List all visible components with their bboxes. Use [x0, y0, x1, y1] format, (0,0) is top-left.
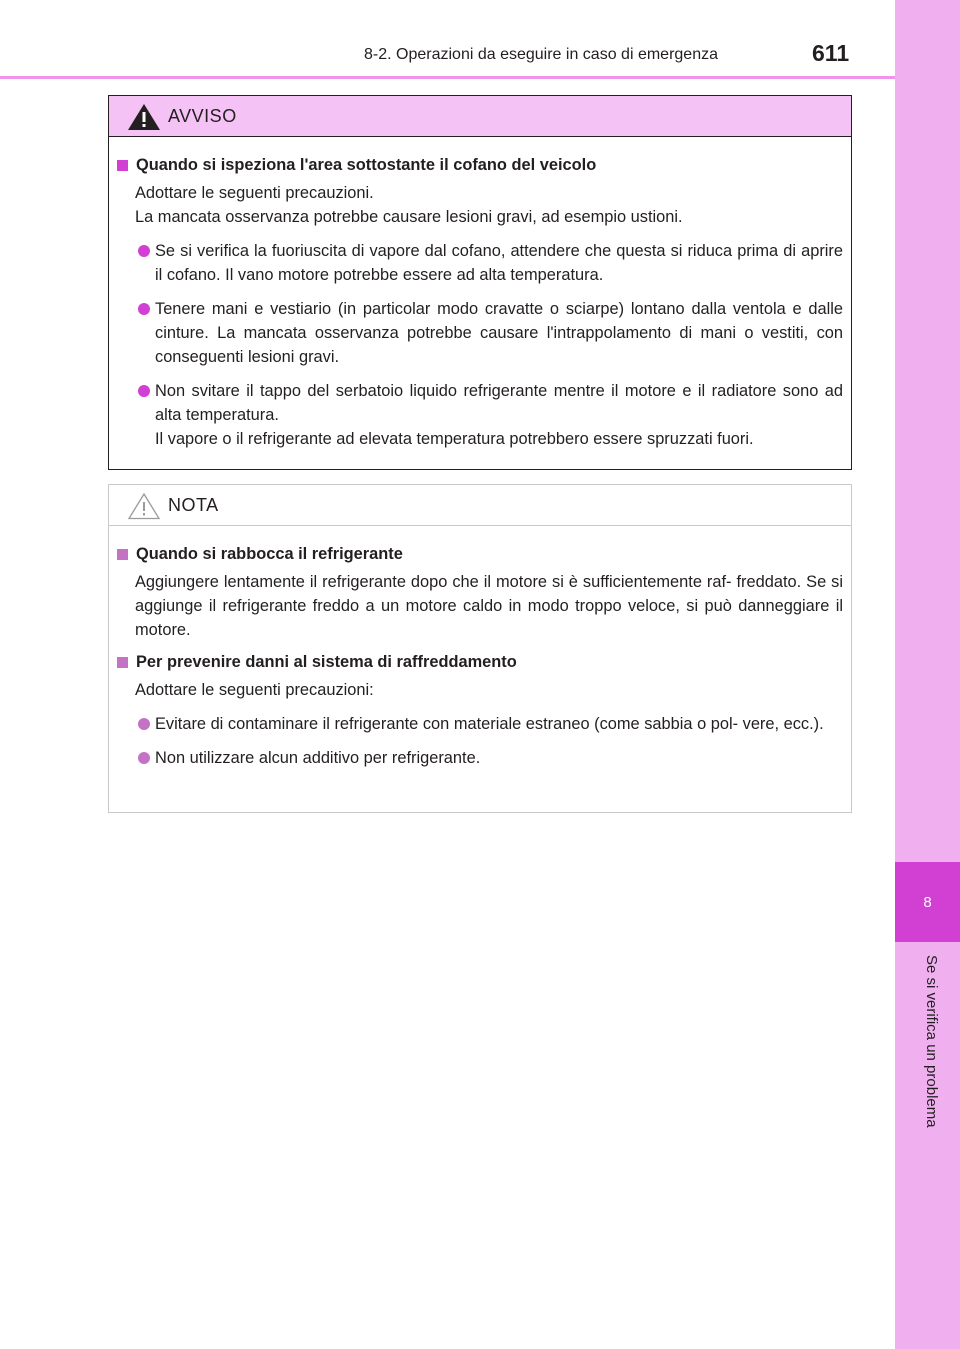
- caution-icon: [127, 492, 161, 520]
- warning-bullet: [109, 297, 843, 369]
- warning-bullet: [109, 379, 843, 451]
- note-text: Aggiungere lentamente il refrigerante dopo che il motore si è sufficientemente raf- freddato. Se si aggiunge il refrigerante freddo a un motore caldo in modo troppo veloce, si può danneggiare il motore.: [135, 573, 843, 639]
- note-heading-text: Quando si rabbocca il refrigerante: [136, 545, 403, 563]
- section-title: 8-2. Operazioni da eseguire in caso di emergenza: [364, 46, 718, 63]
- warning-bullet-text: Tenere mani e vestiario (in particolar modo cravatte o sciarpe) lontano dalla ventola e dalle cinture. La mancata osservanza potrebbe causare l'intrappolamento di mani o vestiti, con conseguenti lesioni gravi.: [155, 300, 843, 366]
- note-bullet: [109, 746, 843, 770]
- round-bullet-icon: [138, 303, 150, 315]
- chapter-title: Se si verifica un problema: [923, 955, 940, 1128]
- round-bullet-icon: [138, 752, 150, 764]
- warning-box: [108, 95, 852, 470]
- square-bullet-icon: [117, 160, 128, 171]
- note-bullet: [109, 712, 843, 736]
- warning-icon: [127, 103, 161, 131]
- square-bullet-icon: [117, 549, 128, 560]
- warning-label: AVVISO: [168, 106, 237, 126]
- warning-bullet: [109, 239, 843, 287]
- warning-bullet-text: Se si verifica la fuoriuscita di vapore dal cofano, attendere che questa si riduca prima di aprire il cofano. Il vano motore potrebbe essere ad alta temperatura.: [155, 242, 843, 284]
- warning-bullet-text: Non svitare il tappo del serbatoio liquido refrigerante mentre il motore e il radiatore sono ad alta temperatura.: [155, 382, 843, 424]
- round-bullet-icon: [138, 718, 150, 730]
- round-bullet-icon: [138, 245, 150, 257]
- warning-intro-1: Adottare le seguenti precauzioni.: [135, 184, 374, 202]
- warning-bullet-extra: Il vapore o il refrigerante ad elevata temperatura potrebbero essere spruzzati fuori.: [155, 430, 754, 448]
- note-heading-text: Per prevenire danni al sistema di raffreddamento: [136, 653, 517, 671]
- note-text: Adottare le seguenti precauzioni:: [135, 681, 374, 699]
- warning-box-header: [109, 96, 851, 137]
- round-bullet-icon: [138, 385, 150, 397]
- note-bullet-text: Evitare di contaminare il refrigerante con materiale estraneo (come sabbia o pol- vere, ecc.).: [155, 715, 824, 733]
- note-heading: [109, 650, 843, 674]
- note-bullet-text: Non utilizzare alcun additivo per refrigerante.: [155, 749, 481, 767]
- note-box-header: [109, 485, 851, 526]
- warning-heading-text: Quando si ispeziona l'area sottostante il cofano del veicolo: [136, 156, 597, 174]
- warning-heading: [109, 153, 843, 177]
- page-number: 611: [812, 40, 850, 66]
- note-box: [108, 484, 852, 813]
- square-bullet-icon: [117, 657, 128, 668]
- warning-intro-2: La mancata osservanza potrebbe causare lesioni gravi, ad esempio ustioni.: [135, 208, 683, 226]
- note-heading: [109, 542, 843, 566]
- header-divider: [0, 76, 895, 79]
- chapter-number: 8: [895, 862, 960, 942]
- note-label: NOTA: [168, 495, 219, 515]
- chapter-side-tab: [895, 0, 960, 1349]
